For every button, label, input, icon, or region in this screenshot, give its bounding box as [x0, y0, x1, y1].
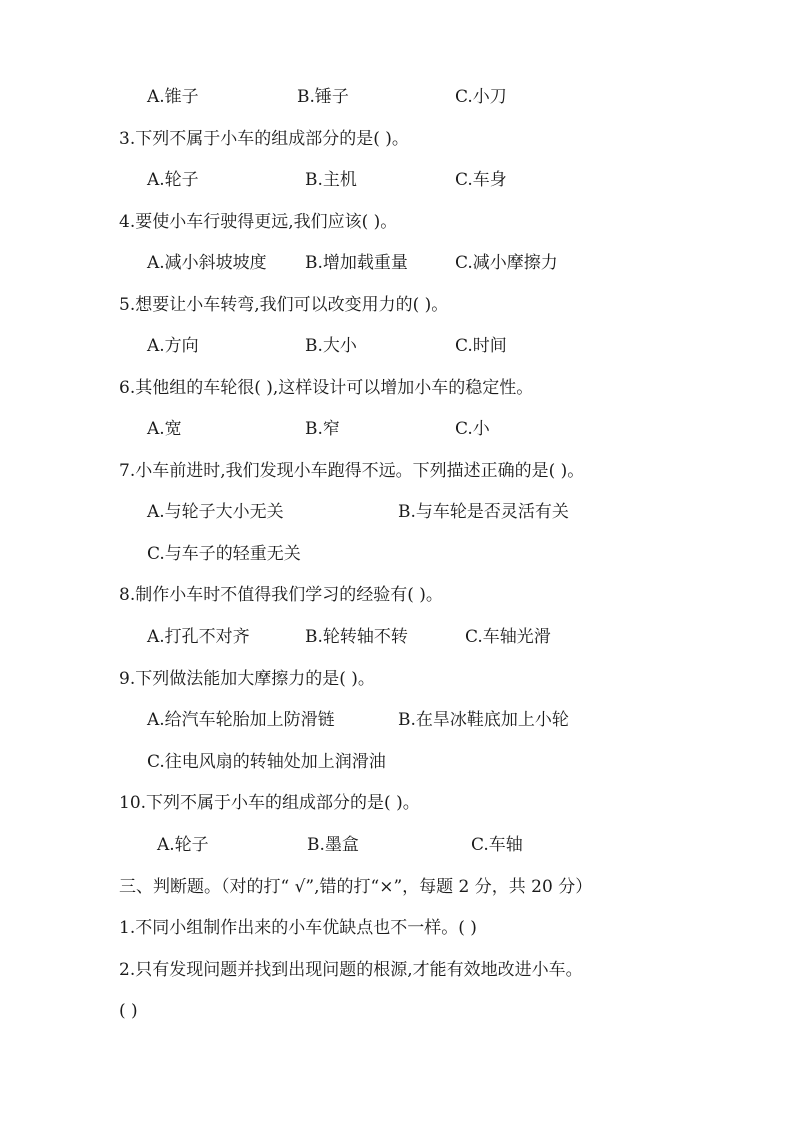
question-stem: 5.想要让小车转弯,我们可以改变用力的( )。	[119, 295, 449, 315]
option-a: A.锥子	[147, 87, 199, 107]
option-b: B.窄	[305, 419, 340, 439]
option-b: B.轮转轴不转	[305, 627, 408, 647]
option-a: A.方向	[147, 336, 199, 356]
option-a: A.与轮子大小无关	[147, 502, 284, 522]
option-b: B.与车轮是否灵活有关	[398, 502, 569, 522]
question-stem: 3.下列不属于小车的组成部分的是( )。	[119, 129, 409, 149]
option-b: B.墨盒	[307, 835, 359, 855]
question-stem: 7.小车前进时,我们发现小车跑得不远。下列描述正确的是( )。	[119, 461, 585, 481]
question-stem: 10.下列不属于小车的组成部分的是( )。	[119, 793, 420, 813]
option-c: C.车身	[455, 170, 507, 190]
option-a: A.轮子	[157, 835, 209, 855]
question-stem: 8.制作小车时不值得我们学习的经验有( )。	[119, 585, 443, 605]
option-c: C.小	[455, 419, 490, 439]
option-c: C.与车子的轻重无关	[147, 544, 301, 564]
option-b: B.锤子	[297, 87, 349, 107]
option-a: A.减小斜坡坡度	[147, 253, 267, 273]
option-a: A.轮子	[147, 170, 199, 190]
option-c: C.时间	[455, 336, 507, 356]
judgement-item: 1.不同小组制作出来的小车优缺点也不一样。( )	[119, 918, 477, 938]
option-b: B.在旱冰鞋底加上小轮	[398, 710, 569, 730]
option-c: C.小刀	[455, 87, 507, 107]
question-stem: 4.要使小车行驶得更远,我们应该( )。	[119, 212, 398, 232]
option-b: B.增加载重量	[305, 253, 408, 273]
question-stem: 6.其他组的车轮很( ),这样设计可以增加小车的稳定性。	[119, 378, 534, 398]
option-a: A.打孔不对齐	[147, 627, 250, 647]
option-c: C.减小摩擦力	[455, 253, 558, 273]
section-heading: 三、判断题。（对的打“ √”,错的打“×”，每题 2 分，共 20 分）	[119, 877, 593, 897]
option-c: C.车轴	[471, 835, 523, 855]
judgement-answer-blank: ( )	[119, 1001, 138, 1021]
question-stem: 9.下列做法能加大摩擦力的是( )。	[119, 669, 375, 689]
option-b: B.主机	[305, 170, 357, 190]
option-b: B.大小	[305, 336, 357, 356]
judgement-item: 2.只有发现问题并找到出现问题的根源,才能有效地改进小车。	[119, 960, 583, 980]
option-a: A.宽	[147, 419, 182, 439]
option-c: C.车轴光滑	[465, 627, 551, 647]
option-c: C.往电风扇的转轴处加上润滑油	[147, 752, 386, 772]
option-a: A.给汽车轮胎加上防滑链	[147, 710, 335, 730]
